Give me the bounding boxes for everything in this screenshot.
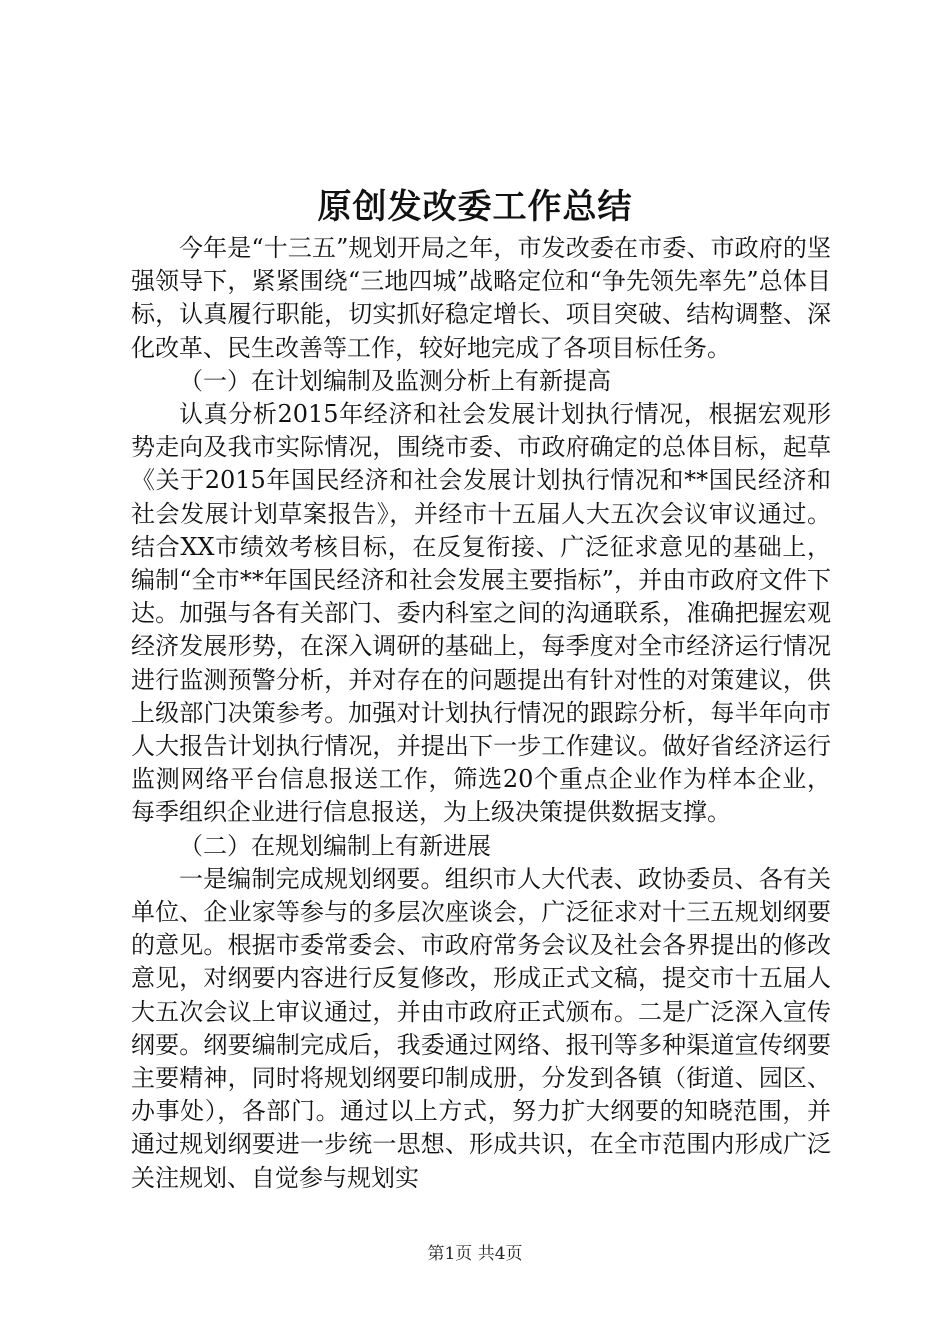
document-title: 原创发改委工作总结 bbox=[317, 187, 633, 227]
page-footer: 第1页 共4页 bbox=[427, 1244, 523, 1264]
paragraph-planning-monitoring: 认真分析2015年经济和社会发展计划执行情况，根据宏观形势走向及我市实际情况，围绕市委、市政府确定的总体目标，起草《关于2015年国民经济和社会发展计划执行情况和**国民经济和社会发展计划草案报告》，并经市十五届人大五次会议审议通过。结合XX市绩效考核目标，在反复衔接、广泛征求意见的基础上，编制“全市**年国民经济和社会发展主要指标”，并由市政府文件下达。加强与各有关部门、委内科室之间的沟通联系，准确把握宏观经济发展形势，在深入调研的基础上，每季度对全市经济运行情况进行监测预警分析，并对存在的问题提出有针对性的对策建议，供上级部门决策参考。加强对计划执行情况的跟踪分析，每半年向市人大报告计划执行情况，并提出下一步工作建议。做好省经济运行监测网络平台信息报送工作，筛选20个重点企业作为样本企业，每季组织企业进行信息报送，为上级决策提供数据支撑。 bbox=[131, 400, 831, 827]
document-body bbox=[131, 232, 831, 1195]
paragraph-planning-progress: 一是编制完成规划纲要。组织市人大代表、政协委员、各有关单位、企业家等参与的多层次座谈会，广泛征求对十三五规划纲要的意见。根据市委常委会、市政府常务会议及社会各界提出的修改意见，对纲要内容进行反复修改，形成正式文稿，提交市十五届人大五次会议上审议通过，并由市政府正式颁布。二是广泛深入宣传纲要。纲要编制完成后，我委通过网络、报刊等多种渠道宣传纲要主要精神，同时将规划纲要印制成册，分发到各镇（街道、园区、办事处），各部门。通过以上方式，努力扩大纲要的知晓范围，并通过规划纲要进一步统一思想、形成共识，在全市范围内形成广泛关注规划、自觉参与规划实 bbox=[131, 864, 831, 1192]
section-heading-2: （二）在规划编制上有新进展 bbox=[179, 831, 491, 860]
paragraph-intro: 今年是“十三五”规划开局之年，市发改委在市委、市政府的坚强领导下，紧紧围绕“三地四城”战略定位和“争先领先率先”总体目标，认真履行职能，切实抓好稳定增长、项目突破、结构调整、深化改革、民生改善等工作，较好地完成了各项目标任务。 bbox=[131, 234, 831, 362]
section-heading-1: （一）在计划编制及监测分析上有新提高 bbox=[179, 366, 611, 395]
